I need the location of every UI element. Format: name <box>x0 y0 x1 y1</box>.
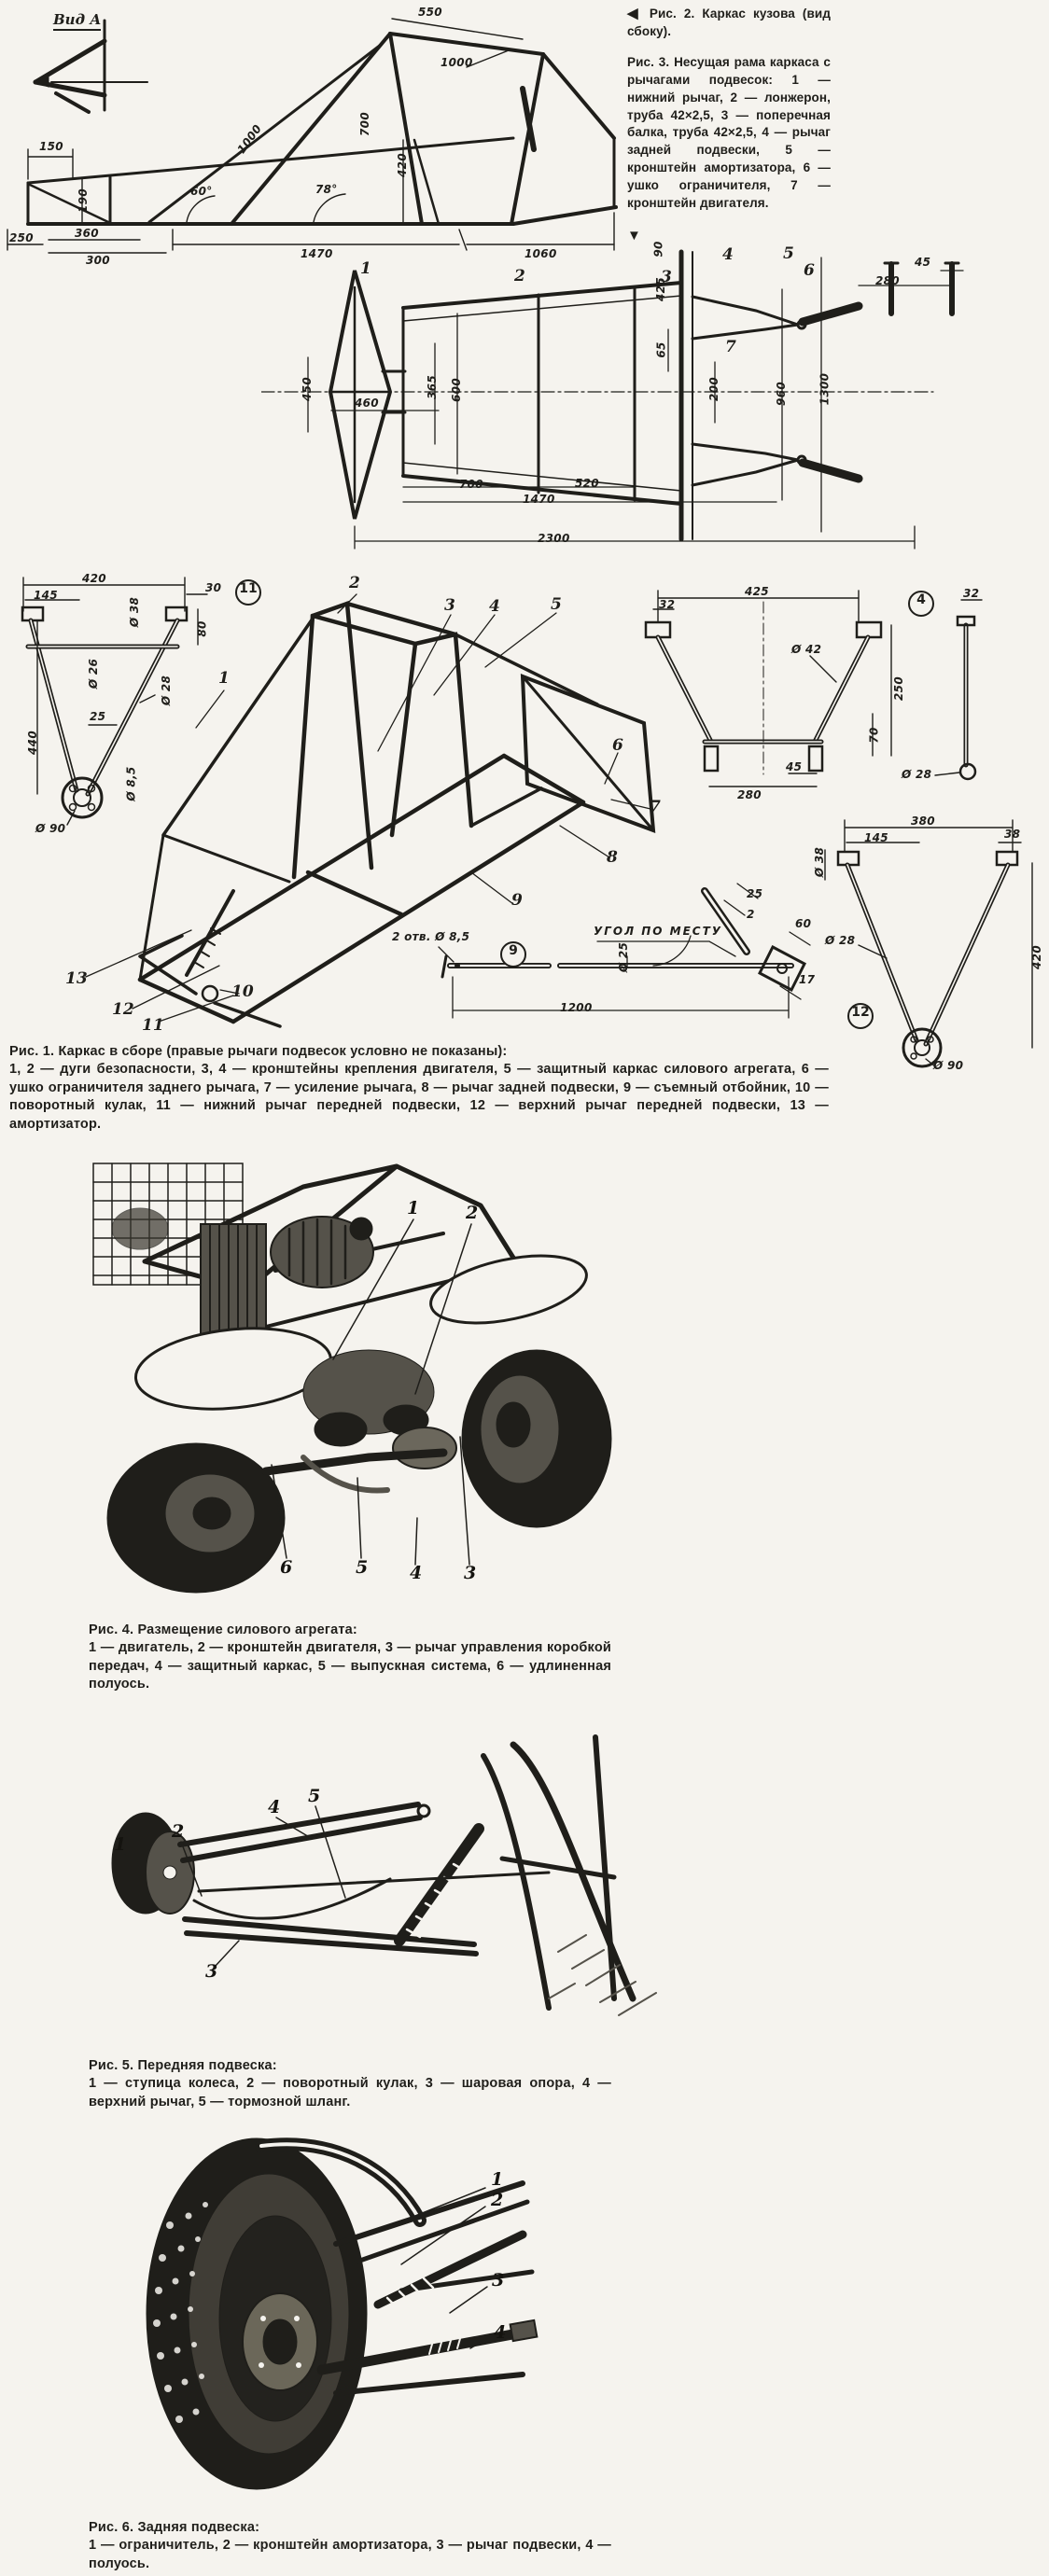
dim-label: 1060 <box>524 247 557 260</box>
fig5-caption-label: Рис. 5. <box>89 2058 134 2073</box>
upper-arm <box>180 1804 429 1860</box>
dim-label: 365 <box>425 375 439 399</box>
callout: 3 <box>661 268 672 286</box>
photo-callout: 2 <box>491 2190 504 2210</box>
dim-label: 420 <box>1029 945 1043 969</box>
dim-label: 360 <box>75 227 99 240</box>
angle-label: 60° <box>190 185 213 198</box>
dim-label: Ø 25 <box>617 941 631 973</box>
detail-badge: 11 <box>235 579 261 606</box>
dim-label: 2 <box>747 908 755 921</box>
fig1-caption-title: Каркас в сборе (правые рычаги подвесок условно не показаны): <box>58 1044 508 1059</box>
dim-label: 1200 <box>560 1001 593 1014</box>
dim-label: 460 <box>355 397 379 410</box>
callout: 11 <box>142 1016 164 1035</box>
fig3-caption <box>627 54 831 213</box>
dim-label: 45 <box>786 760 803 773</box>
dim-label: 1470 <box>523 493 555 506</box>
callout: 2 <box>514 267 525 285</box>
photo-callout: 5 <box>356 1557 369 1578</box>
dim-label: Ø 26 <box>87 658 101 689</box>
dim-label: 38 <box>1004 828 1021 841</box>
dim-label: 250 <box>891 676 905 701</box>
photo-art <box>110 1719 689 2026</box>
fig3-plan-view-drawing <box>261 231 1049 558</box>
callout: 9 <box>511 891 523 910</box>
dim-label: 65 <box>654 341 668 358</box>
callout: 8 <box>607 848 618 867</box>
fig2-caption <box>627 4 831 41</box>
dim-label: 1000 <box>234 121 265 157</box>
fig6-photo-rear-suspension <box>121 2132 644 2505</box>
left-fender <box>132 1319 335 1417</box>
front-wheel <box>107 1443 285 1593</box>
detail-11-front-lower-arm <box>22 578 207 825</box>
frame-tubes <box>483 1737 633 2008</box>
dim-label: 600 <box>449 378 463 402</box>
dim-label: Ø 38 <box>128 596 142 628</box>
dim-label: Ø 28 <box>902 768 932 781</box>
fig4-caption-label: Рис. 4. <box>89 1622 134 1637</box>
dim-label: 17 <box>799 973 816 986</box>
dim-label: Ø 90 <box>35 822 66 835</box>
dim-label: 280 <box>737 788 762 801</box>
fig2-caption-text: Каркас кузова (вид сбоку). <box>627 7 831 38</box>
dim-label: 30 <box>205 581 222 594</box>
assembly-line-art <box>0 555 1049 1078</box>
dim-label: 1300 <box>818 372 832 406</box>
dim-label: Ø 28 <box>160 675 174 706</box>
fig1-caption-label: Рис. 1. <box>9 1044 55 1059</box>
photo-art <box>89 1149 621 1595</box>
dim-label: 425 <box>653 277 667 301</box>
left-arrow-marker: ◀ <box>627 6 642 21</box>
dim-label: 25 <box>747 887 763 900</box>
fig1-caption <box>9 1043 829 1134</box>
dim-label: 420 <box>82 572 106 585</box>
fig6-caption <box>89 2519 611 2573</box>
note-label: УГОЛ ПО МЕСТУ <box>594 925 723 938</box>
fig3-caption-text: Несущая рама каркаса с рычагами подвесок: <box>627 54 831 87</box>
fig5-caption-body: 1 — ступица колеса, 2 — поворотный кулак, 3 — шаровая опора, 4 — верхний рычаг, 5 — тормозной шланг. <box>89 2076 611 2110</box>
front-a-arms <box>330 271 405 519</box>
ground-hatch <box>549 1935 656 2015</box>
dim-label: Ø 90 <box>933 1059 964 1072</box>
detail-badge: 9 <box>500 941 526 968</box>
photo-callout: 3 <box>205 1961 218 1982</box>
callout: 7 <box>725 338 736 356</box>
dim-label: 32 <box>963 587 980 600</box>
callout: 1 <box>218 669 230 688</box>
dim-label: 700 <box>459 478 483 491</box>
fig6-caption-label: Рис. 6. <box>89 2520 134 2535</box>
dim-label: 145 <box>34 589 58 602</box>
callout: 5 <box>783 244 794 263</box>
detail-badge: 4 <box>908 591 934 617</box>
dim-label: 90 <box>651 241 665 258</box>
dim-label: 45 <box>915 256 931 269</box>
dim-label: 25 <box>90 710 106 723</box>
callout-leaders <box>86 594 650 1022</box>
rear-wheel <box>462 1350 611 1527</box>
photo-callout: 1 <box>114 1834 127 1855</box>
photo-callout: 3 <box>464 1563 477 1583</box>
dim-label: 450 <box>300 377 314 401</box>
fig4-caption <box>89 1622 611 1694</box>
fig3-caption-items: 1 — нижний рычаг, 2 — лонжерон, труба 42×2,5, 3 — поперечная балка, труба 42×2,5, 4 — рычаг задней подвески, 5 — кронштейн амортизатора, 6 — ушко ограничителя, 7 — кронштейн двигателя. <box>627 72 831 211</box>
dim-label: 70 <box>867 727 881 744</box>
photo-callout: 3 <box>492 2270 505 2291</box>
dim-label: 250 <box>9 231 34 244</box>
fig5-caption-title: Передняя подвеска: <box>137 2058 277 2073</box>
dim-label: 300 <box>86 254 110 267</box>
fig1-assembly-drawing <box>0 555 1049 1078</box>
dim-label: 1470 <box>301 247 333 260</box>
fig5-caption <box>89 2057 611 2111</box>
callout: 5 <box>551 595 562 614</box>
top-caption-block <box>627 4 831 258</box>
radiator <box>201 1224 266 1336</box>
dim-label: 520 <box>575 477 599 490</box>
dim-label: 280 <box>875 274 900 287</box>
dim-label: 420 <box>395 153 409 177</box>
dim-label: 80 <box>195 620 209 637</box>
callout: 2 <box>349 574 360 592</box>
dim-label: Ø 8,5 <box>124 766 138 801</box>
detail-12-front-upper-arm <box>825 820 1032 1066</box>
dim-label: 150 <box>39 140 63 153</box>
callout: 13 <box>65 969 88 988</box>
callout: 7 <box>650 798 661 816</box>
dim-label: 1000 <box>441 56 473 69</box>
fig1-caption-body: 1, 2 — дуги безопасности, 3, 4 — кронштейны крепления двигателя, 5 — защитный каркас силового агрегата, 6 — ушко ограничителя заднего рычага, 7 — усиление рычага, 8 — рычаг задней подвески, 9 — съемный отбойник, 10 — поворотный кулак, 11 — нижний рычаг передней подвески, 12 — верхний рычаг передней подвески, 13 — амортизатор. <box>9 1062 829 1132</box>
dim-label: 380 <box>911 815 935 828</box>
photo-callout: 5 <box>308 1786 321 1806</box>
callout: 4 <box>489 597 500 616</box>
dim-label: 60 <box>795 917 812 930</box>
callout: 4 <box>722 245 734 264</box>
photo-callout: 2 <box>172 1821 185 1842</box>
fig4-photo-powertrain <box>89 1149 621 1595</box>
photo-art <box>121 2132 644 2505</box>
photo-callout: 6 <box>280 1557 293 1578</box>
dim-label: Ø 28 <box>825 934 856 947</box>
fig2-caption-label: Рис. 2. <box>649 7 695 21</box>
hub <box>243 2293 317 2390</box>
dim-label: Ø 42 <box>791 643 822 656</box>
engine-block <box>271 1217 373 1288</box>
photo-callout: 4 <box>268 1797 281 1817</box>
dim-label: 960 <box>774 382 788 406</box>
dim-label: 145 <box>864 831 888 844</box>
fig6-caption-body: 1 — ограничитель, 2 — кронштейн амортизатора, 3 — рычаг подвески, 4 — полуось. <box>89 2538 611 2571</box>
dim-label: Ø 38 <box>813 846 827 878</box>
callout: 6 <box>612 736 623 755</box>
lower-arm <box>185 1919 476 1954</box>
angle-label: 78° <box>315 183 338 196</box>
down-arrow-marker: ▼ <box>627 227 641 244</box>
photo-callout: 1 <box>491 2169 504 2190</box>
callout: 3 <box>444 596 455 615</box>
note-label: 2 отв. Ø 8,5 <box>392 930 470 943</box>
photo-callout: 2 <box>466 1203 479 1223</box>
dim-label: 550 <box>418 6 442 19</box>
callout: 10 <box>231 982 254 1001</box>
shock-absorber <box>399 1829 479 1941</box>
photo-callout: 4 <box>410 1563 423 1583</box>
dim-label: 425 <box>745 585 769 598</box>
callout: 12 <box>112 1000 134 1019</box>
fig6-caption-title: Задняя подвеска: <box>137 2520 260 2535</box>
photo-callout: 4 <box>494 2322 507 2343</box>
dim-label: 32 <box>659 598 676 611</box>
fig4-caption-title: Размещение силового агрегата: <box>137 1622 357 1637</box>
dim-label: 200 <box>706 377 720 401</box>
dim-label: 190 <box>76 188 90 213</box>
fig3-caption-label: Рис. 3. <box>627 54 670 69</box>
dim-label: 2300 <box>538 532 570 545</box>
dim-label: 440 <box>25 731 39 755</box>
detail-badge: 12 <box>847 1003 874 1029</box>
fig5-photo-front-suspension <box>110 1719 689 2026</box>
callout: 6 <box>804 261 815 280</box>
callout: 1 <box>360 259 371 278</box>
dim-label: 700 <box>357 112 371 136</box>
fig4-caption-body: 1 — двигатель, 2 — кронштейн двигателя, 3 — рычаг управления коробкой передач, 4 — защитный каркас, 5 — выпускная система, 6 — удлиненная полуось. <box>89 1640 611 1692</box>
view-a-label: Вид А <box>53 11 101 31</box>
photo-callout: 1 <box>407 1198 420 1218</box>
view-a-detail <box>35 21 147 112</box>
detail-4-engine-mount <box>646 591 982 787</box>
